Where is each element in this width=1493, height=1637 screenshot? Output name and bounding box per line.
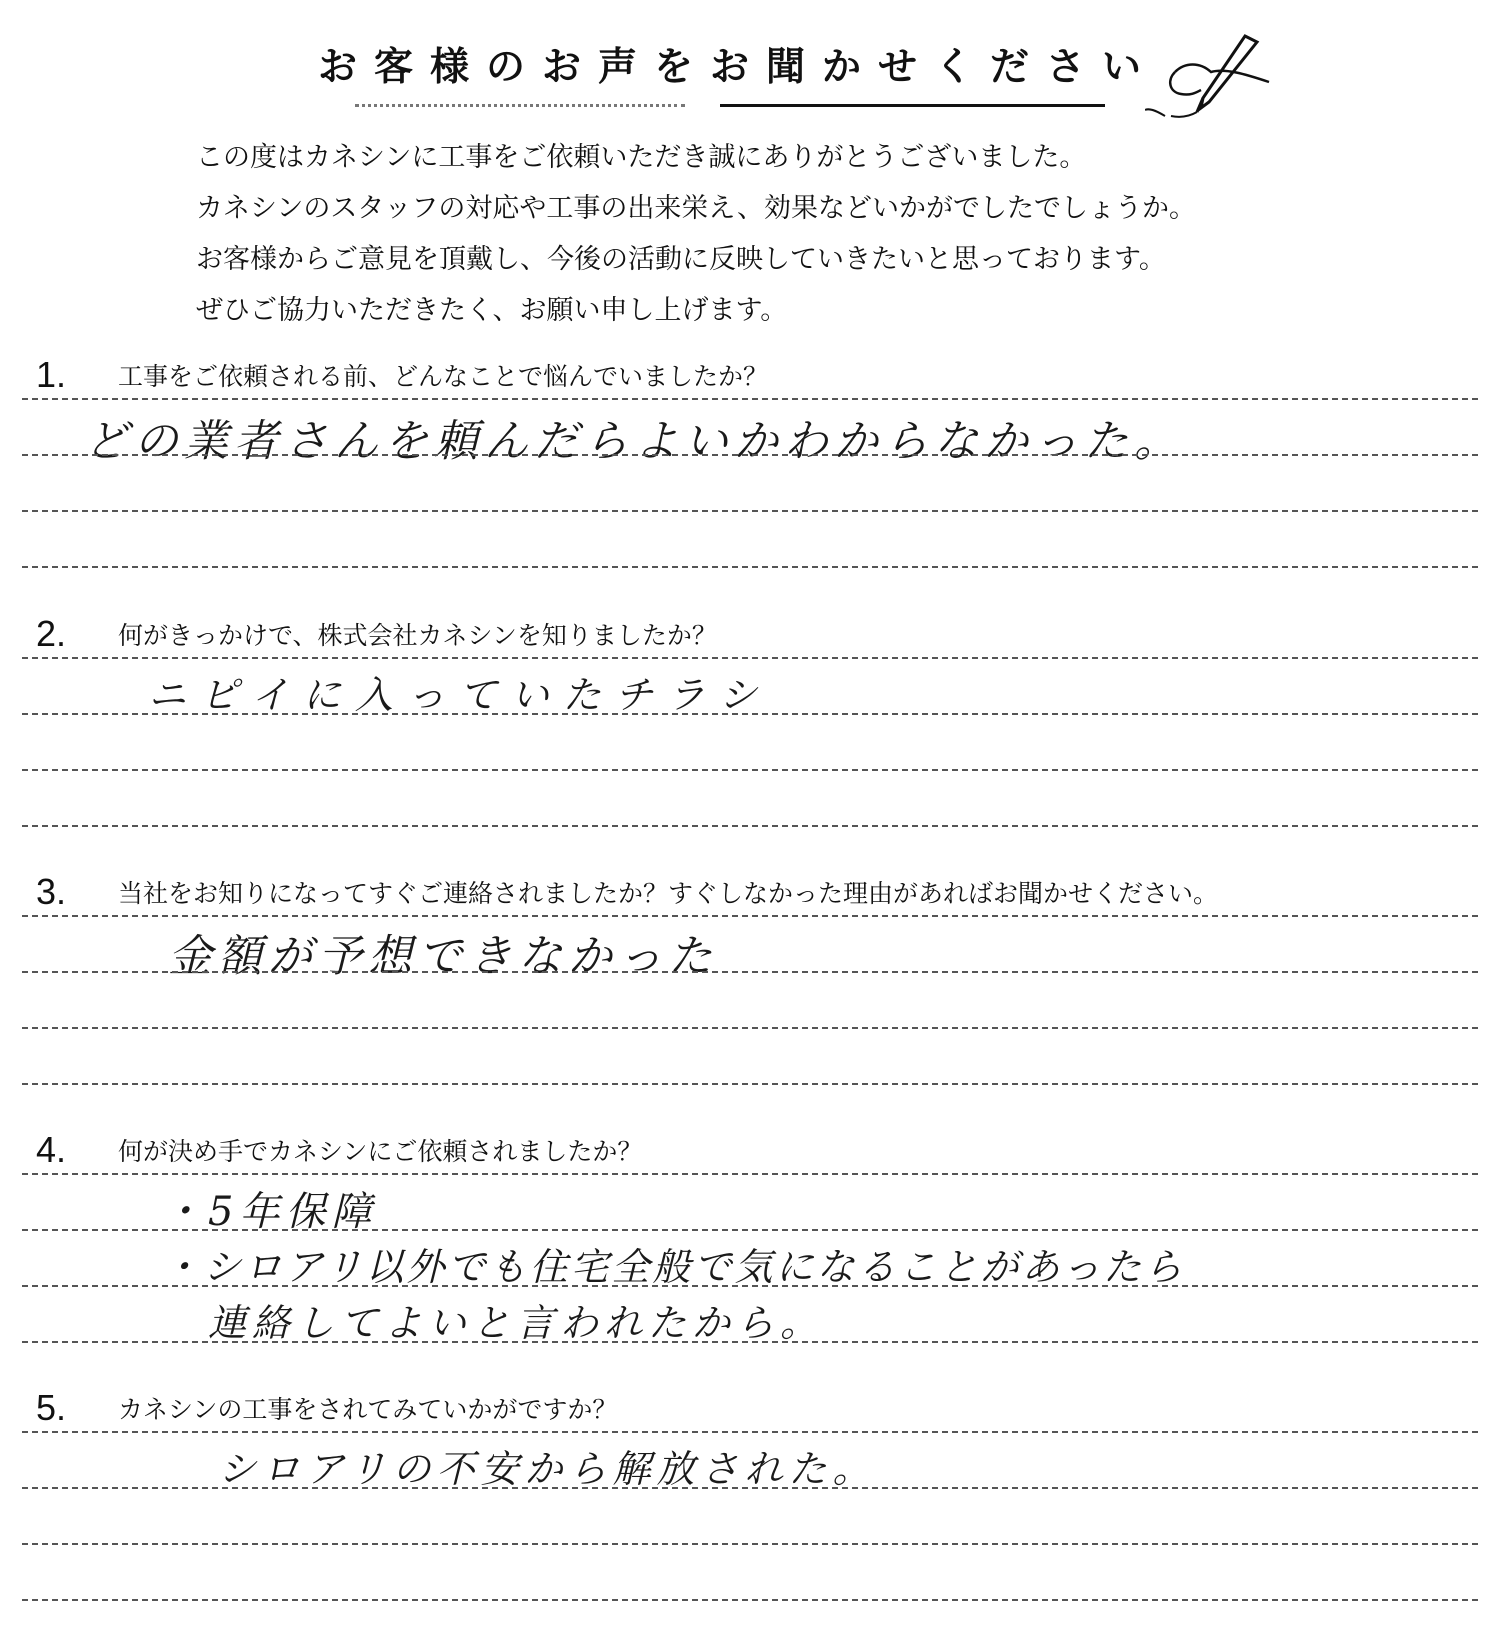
answer-rule [22, 1229, 1478, 1231]
question-text: カネシンの工事をされてみていかがですか？ [118, 1395, 618, 1424]
answer-rule [22, 454, 1478, 456]
question-number: 4. [36, 1129, 67, 1170]
answer-rule [22, 1487, 1478, 1489]
answer-rule [22, 1027, 1478, 1029]
question-number: 2. [36, 613, 67, 654]
answer-rule [22, 657, 1478, 659]
title-underline-left [355, 104, 685, 107]
handwritten-answer: どの業者さんを頼んだらよいかわからなかった。 [84, 416, 1184, 467]
question-number: 1. [36, 354, 67, 395]
handwritten-answer: ・5年保障 [162, 1189, 378, 1235]
answer-rule [22, 1341, 1478, 1343]
intro-line: お客様からご意見を頂戴し、今後の活動に反映していきたいと思っております。 [196, 244, 1166, 275]
title-underline-right [720, 104, 1105, 107]
handwritten-answer: 金額が予想できなかった [168, 931, 718, 982]
intro-line: この度はカネシンに工事をご依頼いただき誠にありがとうございました。 [196, 142, 1087, 173]
intro-line: カネシンのスタッフの対応や工事の出来栄え、効果などいかがでしたでしょうか。 [196, 193, 1196, 224]
question-1 [22, 353, 1478, 467]
question-text: 当社をお知りになってすぐご連絡されましたか？すぐしなかった理由があればお聞かせください。 [118, 879, 1219, 908]
question-3 [22, 870, 1478, 982]
answer-rule [22, 1285, 1478, 1287]
question-text: 何が決め手でカネシンにご依頼されましたか？ [118, 1137, 643, 1166]
answer-rule [22, 1543, 1478, 1545]
answer-rule [22, 915, 1478, 917]
answer-rule [22, 1431, 1478, 1433]
answer-rule [22, 510, 1478, 512]
page-title: お客様のお声をお聞かせください [318, 45, 1159, 90]
handwritten-answer: シロアリの不安から解放された。 [218, 1447, 877, 1491]
question-text: 何がきっかけで、株式会社カネシンを知りましたか？ [118, 621, 717, 650]
handwritten-answer: ・シロアリ以外でも住宅全般で気になることがあったら [162, 1245, 1186, 1289]
answer-rule [22, 713, 1478, 715]
answer-rule [22, 971, 1478, 973]
intro-line: ぜひご協力いただきたく、お願い申し上げます。 [196, 295, 788, 326]
answer-rule [22, 1173, 1478, 1175]
answer-rule [22, 1083, 1478, 1085]
question-2 [22, 612, 1478, 717]
question-number: 3. [36, 871, 67, 912]
answer-rule [22, 566, 1478, 568]
answer-rule [22, 398, 1478, 400]
answer-rule [22, 769, 1478, 771]
question-text: 工事をご依頼される前、どんなことで悩んでいましたか？ [118, 362, 769, 391]
handwritten-answer: 連絡してよいと言われたから。 [208, 1301, 825, 1345]
pen-hand-icon [1145, 32, 1275, 122]
answer-rule [22, 825, 1478, 827]
question-number: 5. [36, 1387, 67, 1428]
handwritten-answer: ニピイに入っていたチラシ [148, 673, 771, 717]
question-5 [22, 1386, 1478, 1491]
answer-rule [22, 1599, 1478, 1601]
intro-paragraph [196, 132, 1376, 336]
question-4 [22, 1128, 1478, 1345]
